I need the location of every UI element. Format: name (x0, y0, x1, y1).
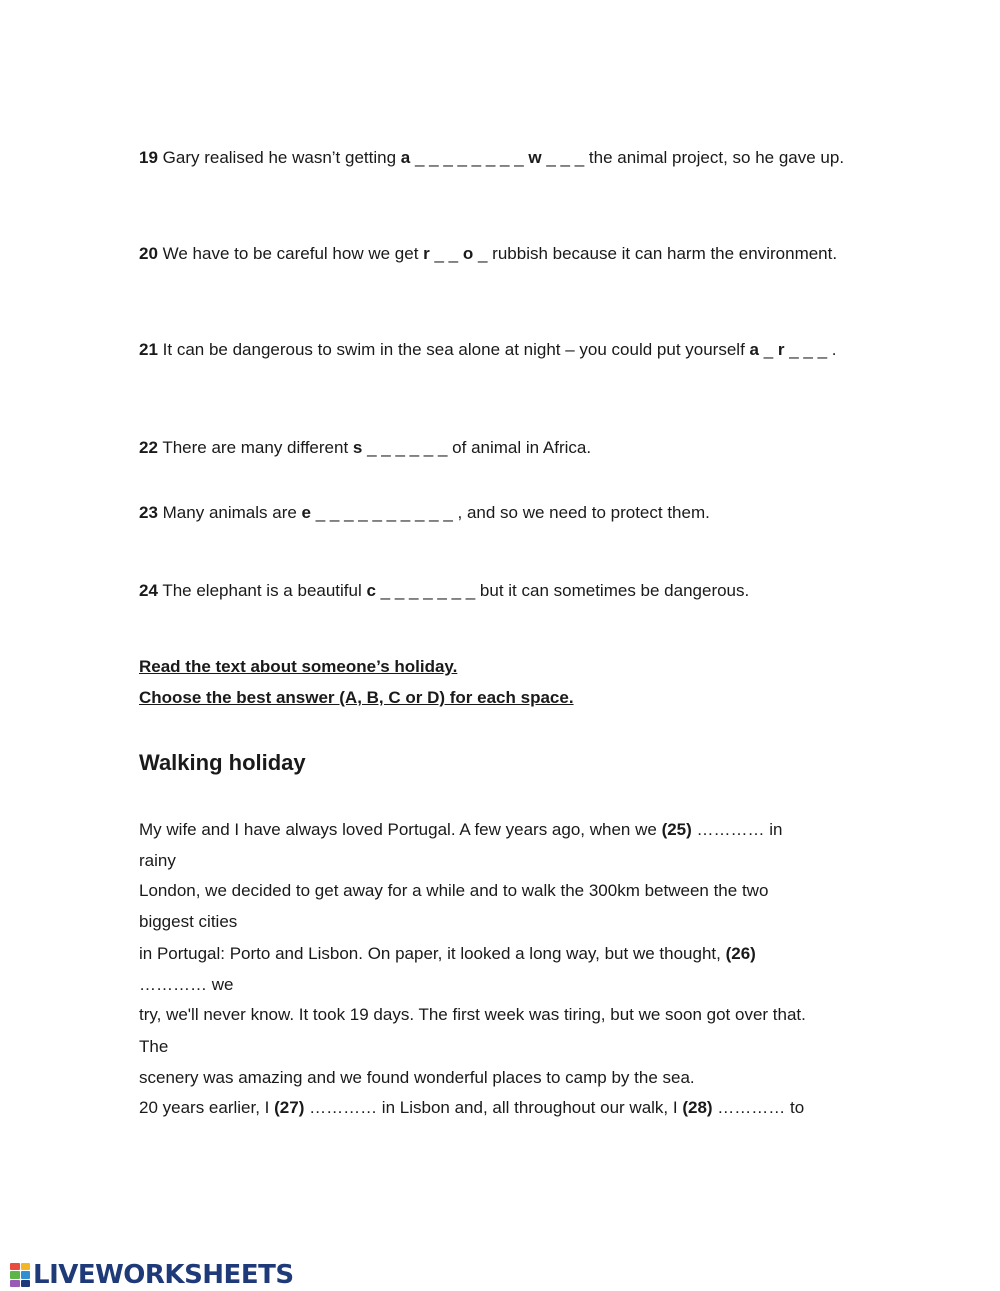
instruction-read-text: Read the text about someone’s holiday. (139, 657, 458, 676)
question-24: 24 The elephant is a beautiful c _ _ _ _ _ _ _ but it can sometimes be dangerous. (139, 581, 750, 600)
passage-line-9: scenery was amazing and we found wonderful places to camp by the sea. (139, 1068, 695, 1087)
passage-line-10: 20 years earlier, I (27) ………… in Lisbon and, all throughout our walk, I (28) ………… to (139, 1098, 805, 1117)
question-20: 20 We have to be careful how we get r _ _ o _ rubbish because it can harm the environment. (139, 244, 838, 263)
gap-27-number: (27) (274, 1098, 305, 1117)
passage-line-3: London, we decided to get away for a while and to walk the 300km between the two (139, 881, 769, 900)
question-19: 19 Gary realised he wasn’t getting a _ _ _ _ _ _ _ _ w _ _ _ the animal project, so he gave up. (139, 148, 845, 167)
gap-26-number: (26) (725, 944, 756, 963)
passage-line-7: try, we'll never know. It took 19 days. The first week was tiring, but we soon got over that. (139, 1005, 806, 1024)
logo-text: LIVEWORKSHEETS (33, 1260, 294, 1290)
instruction-choose-answer: Choose the best answer (A, B, C or D) for each space. (139, 688, 574, 707)
passage-line-4: biggest cities (139, 912, 238, 931)
passage-line-8: The (139, 1037, 169, 1056)
question-23: 23 Many animals are e _ _ _ _ _ _ _ _ _ _ , and so we need to protect them. (139, 503, 710, 522)
gap-25-number: (25) (661, 820, 692, 839)
gap-28-number: (28) (682, 1098, 713, 1117)
question-21: 21 It can be dangerous to swim in the sea alone at night – you could put yourself a _ r _ _ _ . (139, 340, 837, 359)
liveworksheets-logo[interactable] (10, 1260, 294, 1290)
liveworksheets-logo-icon (10, 1263, 30, 1287)
question-22: 22 There are many different s _ _ _ _ _ _ of animal in Africa. (139, 438, 592, 457)
passage-line-2: rainy (139, 851, 176, 870)
passage-title: Walking holiday (139, 750, 306, 775)
passage-line-1: My wife and I have always loved Portugal. A few years ago, when we (25) ………… in (139, 820, 783, 839)
passage-line-5: in Portugal: Porto and Lisbon. On paper, it looked a long way, but we thought, (26) (139, 944, 756, 963)
passage-line-6: ………… we (139, 975, 234, 994)
